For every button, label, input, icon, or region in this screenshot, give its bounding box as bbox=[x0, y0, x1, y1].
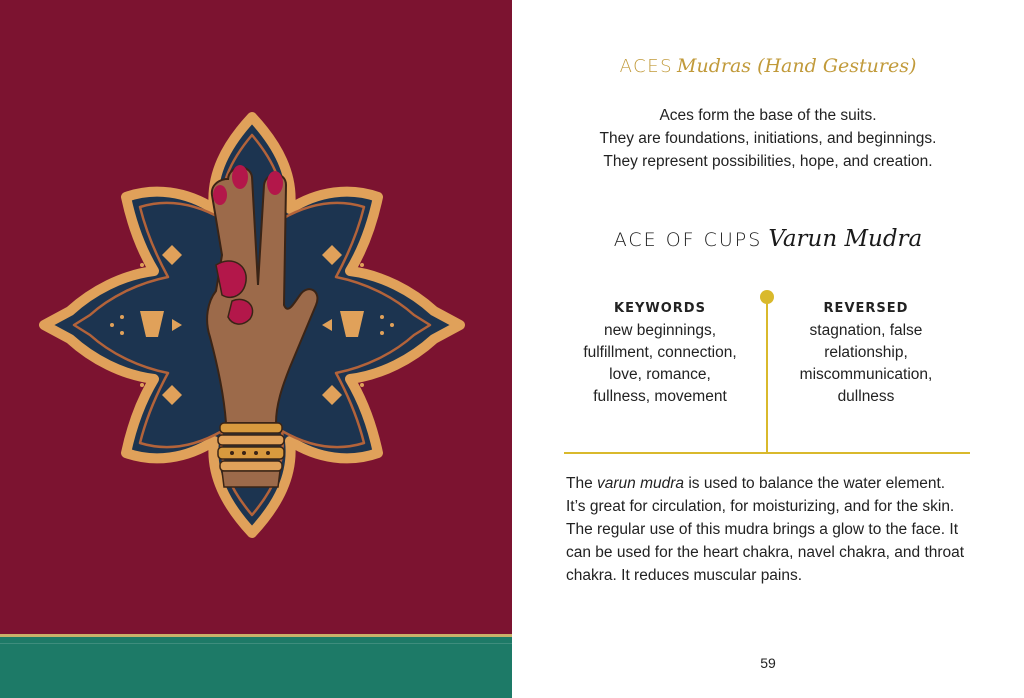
reversed-line: relationship, bbox=[824, 344, 908, 361]
aces-heading-script: Mudras (Hand Gestures) bbox=[677, 55, 917, 77]
right-page bbox=[512, 0, 1024, 698]
card-body-paragraph bbox=[566, 472, 978, 587]
body-line: can be used for the heart chakra, navel chakra, and throat bbox=[566, 544, 965, 561]
body-line bbox=[566, 472, 978, 495]
keywords-column bbox=[560, 300, 760, 408]
reversed-line: dullness bbox=[837, 388, 895, 405]
body-line-rest: is used to balance the water element. bbox=[684, 475, 946, 492]
horizontal-divider bbox=[564, 452, 970, 454]
aces-description bbox=[512, 104, 1024, 173]
keywords-heading: KEYWORDS bbox=[614, 301, 706, 316]
page-number: 59 bbox=[760, 655, 776, 671]
card-title bbox=[512, 226, 1024, 252]
keyword-line: fullness, movement bbox=[593, 388, 727, 405]
body-line: chakra. It reduces muscular pains. bbox=[566, 567, 803, 584]
aces-heading bbox=[512, 55, 1024, 77]
reversed-column bbox=[766, 300, 966, 408]
reversed-line: stagnation, false bbox=[809, 322, 923, 339]
body-line: It’s great for circulation, for moisturizing, and for the skin. bbox=[566, 498, 955, 515]
body-lead: The bbox=[566, 475, 598, 492]
body-line: The regular use of this mudra brings a glow to the face. It bbox=[566, 521, 959, 538]
lotus-hand-mudra-icon bbox=[32, 105, 472, 545]
keyword-line: love, romance, bbox=[609, 366, 711, 383]
body-term: varun mudra bbox=[597, 475, 685, 492]
aces-description-line: They are foundations, initiations, and beginnings. bbox=[599, 130, 937, 147]
teal-footer-band bbox=[0, 634, 512, 698]
keyword-line: new beginnings, bbox=[603, 322, 717, 339]
card-title-caps: ACE OF CUPS bbox=[613, 229, 763, 251]
aces-description-line: They represent possibilities, hope, and creation. bbox=[603, 153, 933, 170]
reversed-line: miscommunication, bbox=[799, 366, 933, 383]
keyword-line: fulfillment, connection, bbox=[583, 344, 737, 361]
aces-heading-caps: ACES bbox=[619, 56, 674, 77]
card-title-script: Varun Mudra bbox=[768, 226, 923, 252]
reversed-heading: REVERSED bbox=[823, 301, 909, 316]
aces-description-line: Aces form the base of the suits. bbox=[659, 107, 877, 124]
